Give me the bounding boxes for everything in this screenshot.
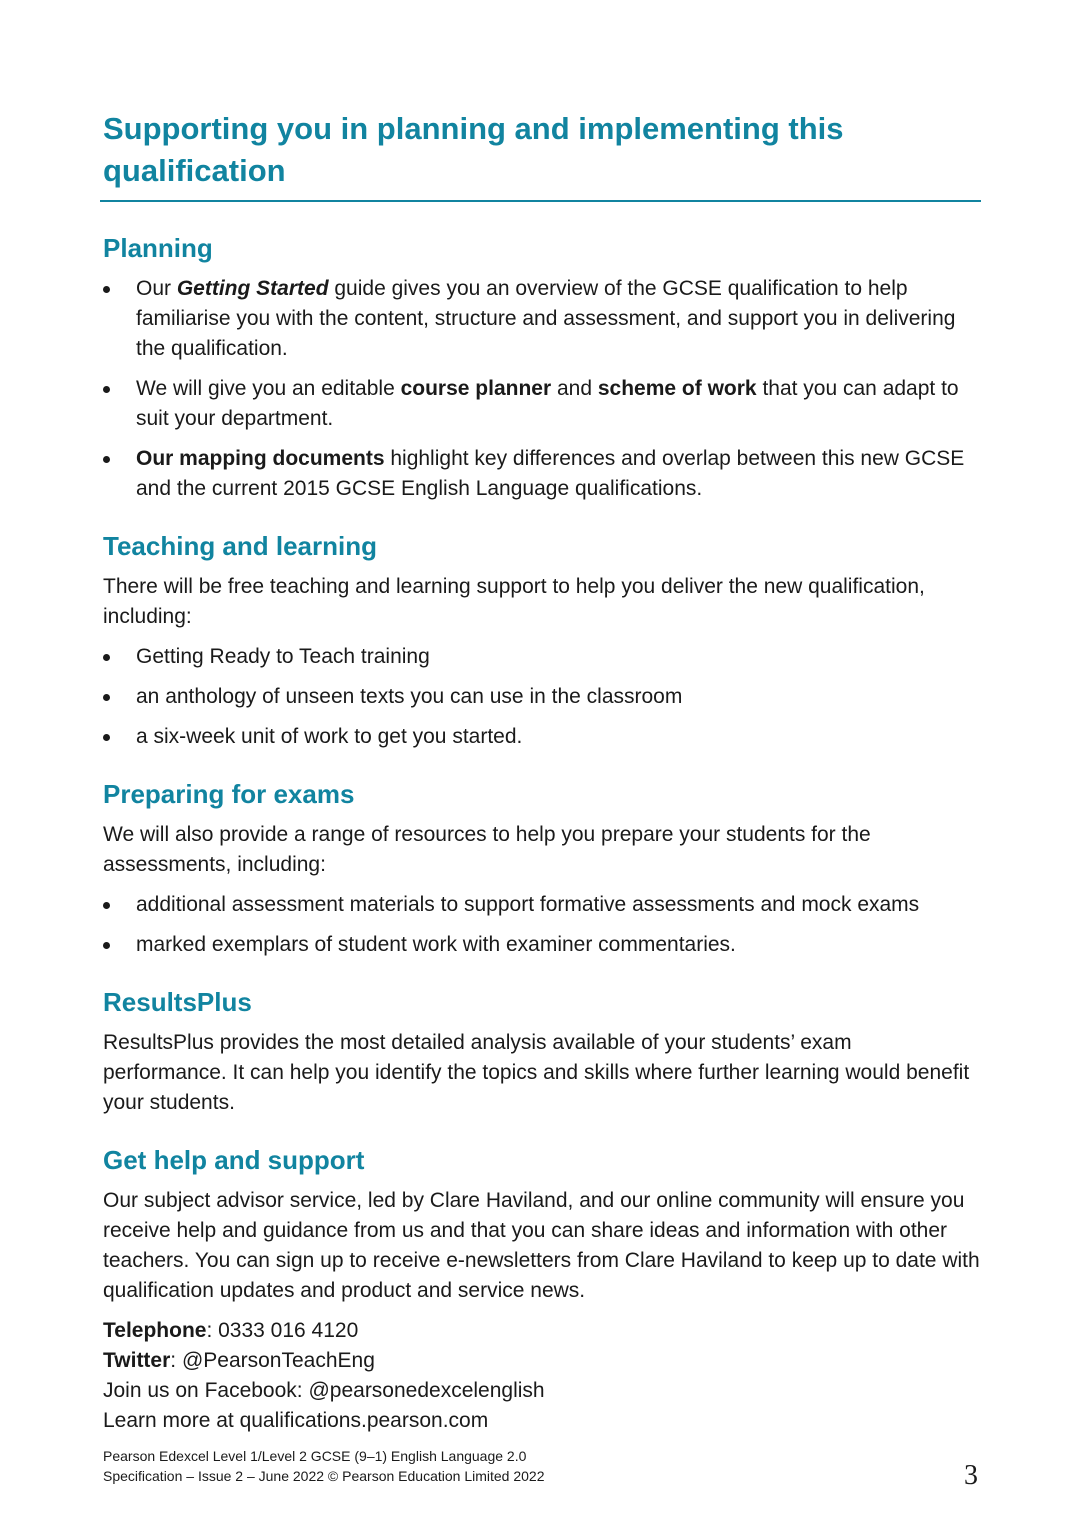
page-title: Supporting you in planning and implementing this qualification (100, 108, 981, 202)
bullet-icon (103, 734, 110, 741)
page-content (103, 108, 981, 1436)
facebook-line: Join us on Facebook: @pearsonedexcelenglish (103, 1379, 545, 1402)
getting-started-emphasis: Getting Started (176, 277, 329, 300)
footer-line-2: Specification – Issue 2 – June 2022 © Pearson Education Limited 2022 (103, 1468, 545, 1484)
list-item: Our Getting Started guide gives you an overview of the GCSE qualification to help familiarise you with the content, structure and assessment, and support you in delivering the qualification. (103, 274, 981, 364)
teaching-list (103, 642, 981, 752)
twitter-label: Twitter (103, 1349, 171, 1372)
section-heading-help: Get help and support (103, 1145, 365, 1175)
telephone-label: Telephone (103, 1319, 207, 1342)
bullet-icon (103, 654, 110, 661)
help-body: Our subject advisor service, led by Clare Haviland, and our online community will ensure you receive help and guidance from us and that you can share ideas and information with other teachers. You can sign up to receive e-newsletters from Clare Haviland to keep up to date with qualification updates and product and service news. (103, 1189, 980, 1302)
bullet-icon (103, 286, 110, 293)
section-heading-teaching: Teaching and learning (103, 531, 378, 561)
list-item: additional assessment materials to support formative assessments and mock exams (103, 890, 981, 920)
bullet-icon (103, 456, 110, 463)
list-item: an anthology of unseen texts you can use in the classroom (103, 682, 981, 712)
section-help (103, 1144, 981, 1436)
learn-more-line: Learn more at qualifications.pearson.com (103, 1409, 489, 1432)
section-heading-exams: Preparing for exams (103, 779, 355, 809)
section-planning (103, 232, 981, 504)
resultsplus-body: ResultsPlus provides the most detailed analysis available of your students’ exam performance. It can help you identify the topics and skills where further learning would benefit your students. (103, 1031, 970, 1114)
list-item: Our mapping documents highlight key differences and overlap between this new GCSE and the current 2015 GCSE English Language qualifications. (103, 444, 981, 504)
section-heading-planning: Planning (103, 233, 213, 263)
list-item: a six-week unit of work to get you started. (103, 722, 981, 752)
bullet-icon (103, 694, 110, 701)
list-item: Getting Ready to Teach training (103, 642, 981, 672)
planning-list (103, 274, 981, 504)
list-item: We will give you an editable course planner and scheme of work that you can adapt to suit your department. (103, 374, 981, 434)
telephone-value: : 0333 016 4120 (206, 1319, 359, 1342)
bullet-icon (103, 386, 110, 393)
footer-line-1: Pearson Edexcel Level 1/Level 2 GCSE (9–1) English Language 2.0 (103, 1448, 527, 1464)
page-number: 3 (964, 1460, 978, 1491)
section-heading-resultsplus: ResultsPlus (103, 987, 252, 1017)
section-teaching (103, 530, 981, 752)
exams-intro: We will also provide a range of resources to help you prepare your students for the assessments, including: (103, 823, 871, 876)
contact-block (103, 1316, 981, 1436)
twitter-value: : @PearsonTeachEng (170, 1349, 375, 1372)
teaching-intro: There will be free teaching and learning support to help you deliver the new qualification, including: (103, 575, 925, 628)
section-resultsplus (103, 986, 981, 1118)
telephone-line (103, 1316, 981, 1346)
section-exams (103, 778, 981, 960)
footer (103, 1446, 545, 1486)
twitter-line (103, 1346, 981, 1376)
bullet-icon (103, 902, 110, 909)
list-item: marked exemplars of student work with examiner commentaries. (103, 930, 981, 960)
exams-list (103, 890, 981, 960)
bullet-icon (103, 942, 110, 949)
